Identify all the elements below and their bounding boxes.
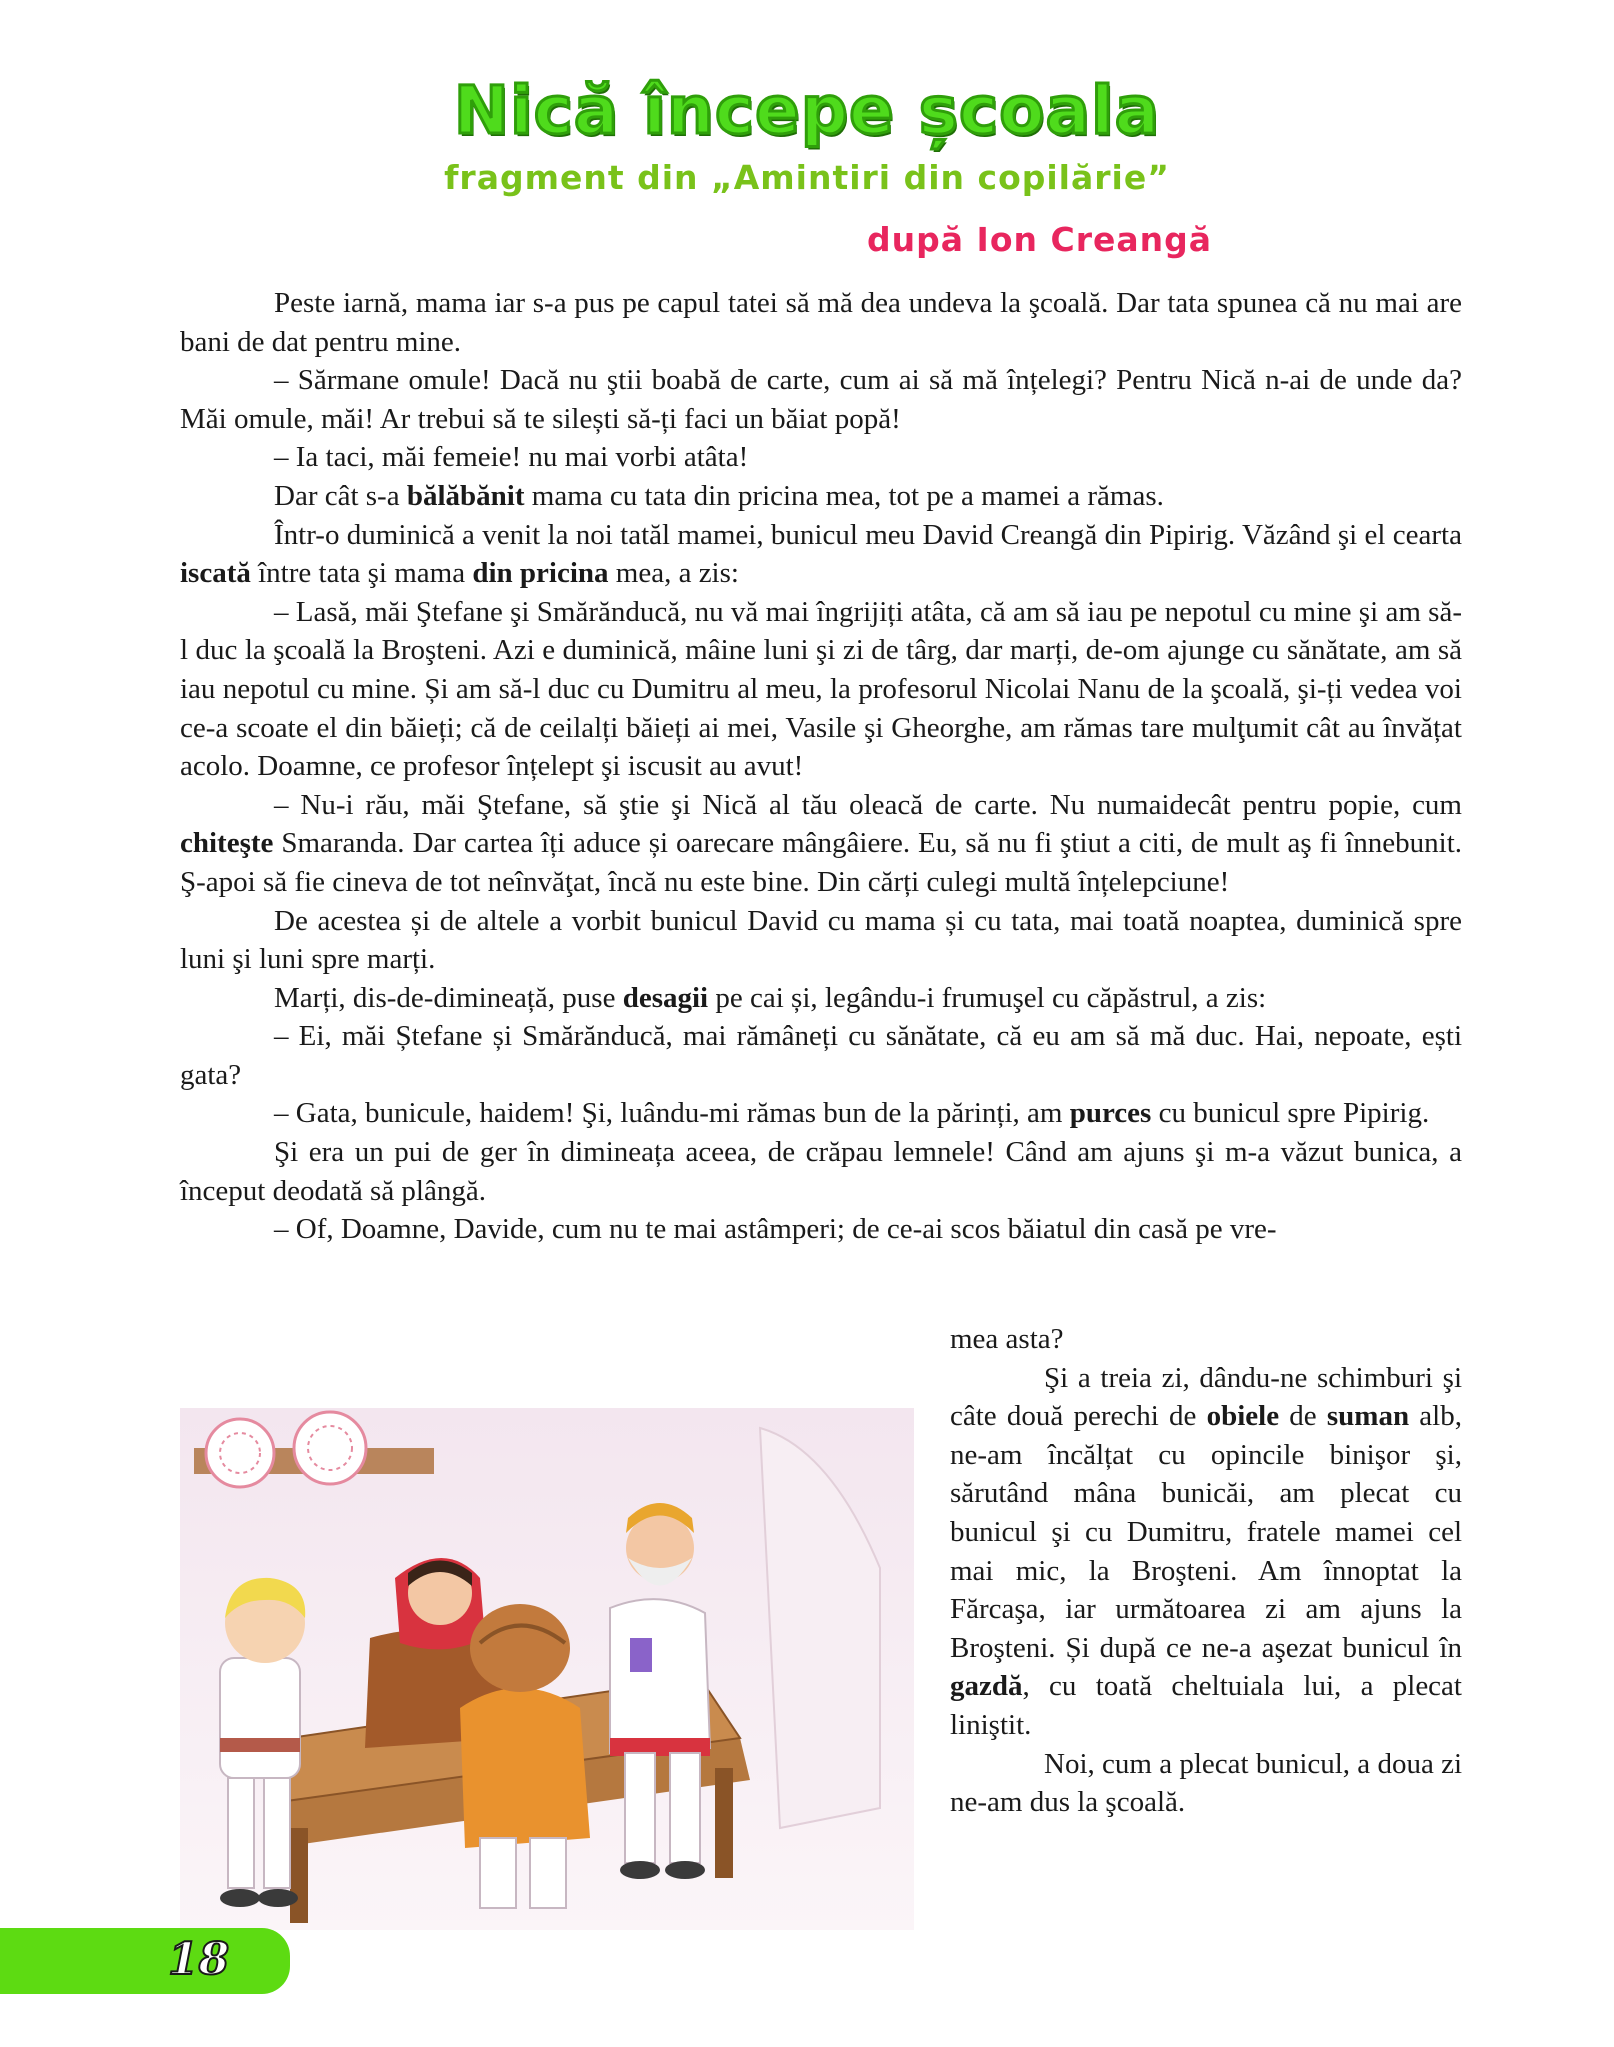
story-paragraph: – Gata, bunicule, haidem! Şi, luându-mi rămas bun de la părinți, am purces cu bunicul spre Pipirig. bbox=[274, 1097, 1430, 1130]
family-illustration bbox=[180, 1408, 914, 1930]
page-subtitle: fragment din „Amintiri din copilărie” bbox=[444, 158, 1170, 197]
glossary-word: desagii bbox=[622, 981, 709, 1014]
story-paragraph: – Ei, măi Ștefane și Smărănducă, mai rămâneți cu sănătate, că eu am să mă duc. Hai, nepoate, ești gata? bbox=[180, 1020, 1462, 1091]
story-paragraph: – Of, Doamne, Davide, cum nu te mai astâmperi; de ce-ai scos băiatul din casă pe vre- bbox=[274, 1213, 1277, 1246]
page-number: 18 bbox=[168, 1934, 230, 1985]
story-body bbox=[180, 284, 1462, 1249]
story-paragraph: Şi era un pui de ger în dimineața aceea, de crăpau lemnele! Când am ajuns şi m-a văzut bunica, a început deodată să plângă. bbox=[180, 1136, 1462, 1207]
page-title: Nică începe școala bbox=[453, 72, 1161, 149]
glossary-word: iscată bbox=[180, 557, 251, 590]
story-paragraph: mea asta? bbox=[950, 1323, 1064, 1355]
glossary-word: purces bbox=[1069, 1097, 1152, 1130]
story-paragraph: – Ia taci, măi femeie! nu mai vorbi atâta! bbox=[274, 441, 749, 474]
glossary-word: chiteşte bbox=[180, 827, 274, 860]
glossary-word: din pricina bbox=[472, 557, 609, 590]
story-paragraph: Într-o duminică a venit la noi tatăl mamei, bunicul meu David Creangă din Pipirig. Văzând şi el cearta iscată între tata şi mama din pricina mea, a zis: bbox=[180, 518, 1462, 590]
story-paragraph: – Lasă, măi Ştefane şi Smărănducă, nu vă mai îngrijiți atâta, că am să iau pe nepotul cu mine şi am să-l duc la şcoală la Broşteni. Azi e duminică, mâine luni şi zi de târg, dar marți, de-om ajunge cu sănătate, am să iau nepotul cu mine. Și am să-l duc cu Dumitru al meu, la profesorul Nicolai Nanu de la şcoală, şi-ți vedea voi ce-a scoate el din băieți; că de ceilalți băieți ai mei, Vasile şi Gheorghe, am rămas tare mulţumit cât au învățat acolo. Doamne, ce profesor înțelept şi iscusit au avut! bbox=[180, 595, 1462, 783]
story-paragraph: – Nu-i rău, măi Ştefane, să ştie şi Nică al tău oleacă de carte. Nu numaidecât pentru popie, cum chiteşte Smaranda. Dar cartea îți aduce și oarecare mângâiere. Eu, să nu fi ştiut a citi, de mult aş fi înnebunit. Ş-apoi să fie cineva de tot neînvăţat, încă nu este bine. Din cărți culegi multă înțelepciune! bbox=[180, 788, 1462, 898]
story-paragraph: De acestea și de altele a vorbit bunicul David cu mama și cu tata, mai toată noaptea, duminică spre luni şi luni spre marți. bbox=[180, 904, 1462, 976]
page-number-tab bbox=[0, 1928, 290, 1994]
glossary-word: obiele bbox=[1206, 1400, 1280, 1433]
author-line: după Ion Creangă bbox=[867, 220, 1212, 259]
story-paragraph: – Sărmane omule! Dacă nu ştii boabă de carte, cum ai să mă înțelegi? Pentru Nică n-ai de unde da? Măi omule, măi! Ar trebui să te silești să-ți faci un băiat popă! bbox=[180, 364, 1462, 435]
side-column-text bbox=[950, 1320, 1462, 1822]
book-icon bbox=[630, 1638, 652, 1672]
decorative-plate-icon bbox=[294, 1412, 366, 1484]
story-paragraph: Noi, cum a plecat bunicul, a doua zi ne-am dus la şcoală. bbox=[950, 1747, 1462, 1819]
story-paragraph: Peste iarnă, mama iar s-a pus pe capul tatei să mă dea undeva la şcoală. Dar tata spunea că nu mai are bani de dat pentru mine. bbox=[180, 287, 1462, 358]
decorative-plate-icon bbox=[206, 1419, 274, 1487]
story-paragraph: Şi a treia zi, dându-ne schimburi şi câte două perechi de obiele de suman alb, ne-am încălțat cu opincile binişor şi, sărutând mâna bunicăi, am plecat cu bunicul şi cu Dumitru, fratele mamei cel mai mic, la Broşteni. Am înnoptat la Fărcaşa, iar următoarea zi am ajuns la Broşteni. Și după ce ne-a aşezat bunicul în gazdă, cu toată cheltuiala lui, a plecat liniştit. bbox=[950, 1361, 1462, 1741]
glossary-word: suman bbox=[1326, 1400, 1410, 1433]
story-paragraph: Dar cât s-a bălăbănit mama cu tata din pricina mea, tot pe a mamei a rămas. bbox=[274, 479, 1164, 512]
glossary-word: bălăbănit bbox=[406, 479, 525, 512]
story-paragraph: Marți, dis-de-dimineață, puse desagii pe cai și, legându-i frumuşel cu căpăstrul, a zis: bbox=[274, 981, 1267, 1014]
glossary-word: gazdă bbox=[950, 1670, 1023, 1703]
